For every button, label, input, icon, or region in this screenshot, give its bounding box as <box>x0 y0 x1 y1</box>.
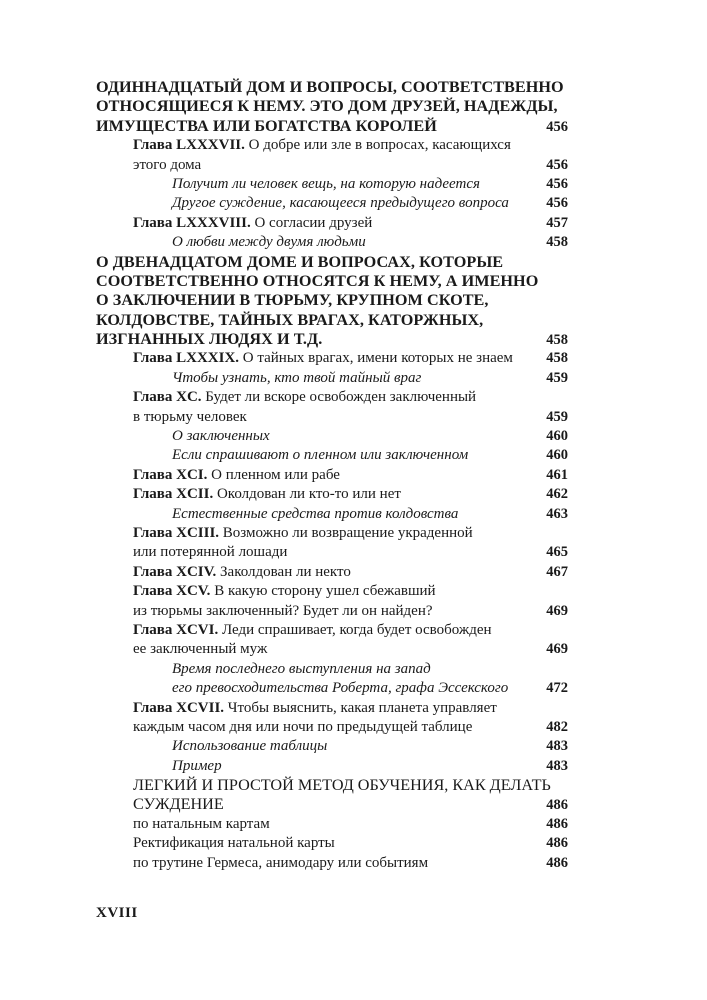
toc-entry-text: ЛЕГКИЙ И ПРОСТОЙ МЕТОД ОБУЧЕНИЯ, КАК ДЕЛАТЬ <box>133 776 551 795</box>
toc-entry-text: КОЛДОВСТВЕ, ТАЙНЫХ ВРАГАХ, КАТОРЖНЫХ, <box>96 310 484 329</box>
page-number: 463 <box>546 505 568 522</box>
toc-entry <box>96 679 568 698</box>
toc-entry-title <box>96 117 437 136</box>
page-number: 457 <box>546 214 568 231</box>
page-number: 469 <box>546 641 568 658</box>
page-number: 486 <box>546 835 568 852</box>
toc-entry-text: Чтобы узнать, кто твой тайный враг <box>172 369 422 386</box>
page-folio: XVIII <box>96 905 138 921</box>
toc-entry-title <box>133 640 267 659</box>
toc-entry <box>96 369 568 388</box>
page-number: 460 <box>546 428 568 445</box>
page-number: 467 <box>546 563 568 580</box>
toc-entry-title <box>133 776 551 795</box>
toc-entry <box>96 660 568 679</box>
page-number: 483 <box>546 738 568 755</box>
page-number: 458 <box>546 332 568 349</box>
chapter-label: Глава XCI. <box>133 466 208 483</box>
toc-entry <box>96 136 568 155</box>
toc-entry-text: ее заключенный муж <box>133 641 268 658</box>
page-number: 459 <box>546 408 568 425</box>
toc-entry <box>96 485 568 504</box>
toc-entry <box>96 757 568 776</box>
page-number: 483 <box>546 757 568 774</box>
toc-entry <box>96 718 568 737</box>
toc-entry-title <box>172 369 421 388</box>
toc-entry-title <box>172 427 270 446</box>
toc-entry-text: Время последнего выступления на запад <box>172 660 431 677</box>
toc-entry-title <box>96 330 322 349</box>
page-number: 462 <box>546 486 568 503</box>
toc-entry-title <box>133 388 476 407</box>
toc-entry-text: из тюрьмы заключенный? Будет ли он найден? <box>133 602 433 619</box>
toc-entry <box>96 214 568 233</box>
toc-entry-text: В какую сторону ушел сбежавший <box>210 583 436 600</box>
toc-entry-title <box>133 815 270 834</box>
toc-entry <box>96 194 568 213</box>
toc-entry-text: Леди спрашивает, когда будет освобожден <box>218 621 492 638</box>
toc-entry <box>96 795 568 814</box>
toc-entry-title <box>133 214 372 233</box>
table-of-contents <box>96 78 568 873</box>
toc-entry-text: О согласии друзей <box>250 214 373 231</box>
toc-entry-title <box>172 194 509 213</box>
toc-entry-text: его превосходительства Роберта, графа Эссекского <box>172 680 509 697</box>
toc-entry-text: Будет ли вскоре освобожден заключенный <box>201 389 477 406</box>
toc-entry-text: О заключенных <box>172 428 270 445</box>
toc-entry-text: О ЗАКЛЮЧЕНИИ В ТЮРЬМУ, КРУПНОМ СКОТЕ, <box>96 291 489 310</box>
toc-entry-title <box>133 466 340 485</box>
toc-entry-title <box>133 718 472 737</box>
toc-entry <box>96 834 568 853</box>
toc-entry-title <box>96 291 489 310</box>
toc-entry <box>96 582 568 601</box>
toc-entry <box>96 640 568 659</box>
toc-entry-text: Пример <box>172 757 222 774</box>
toc-entry-title <box>133 156 201 175</box>
toc-entry-title <box>172 505 458 524</box>
toc-entry <box>96 253 568 272</box>
toc-entry <box>96 543 568 562</box>
toc-entry-text: Если спрашивают о пленном или заключенном <box>172 447 469 464</box>
page-number: 458 <box>546 234 568 251</box>
page-number: 456 <box>546 175 568 192</box>
toc-entry <box>96 854 568 873</box>
toc-entry <box>96 388 568 407</box>
page-number: 482 <box>546 718 568 735</box>
toc-entry <box>96 330 568 349</box>
toc-entry-text: каждым часом дня или ночи по предыдущей таблице <box>133 718 473 735</box>
toc-entry-title <box>172 233 366 252</box>
toc-entry-title <box>133 602 433 621</box>
toc-entry-text: О тайных врагах, имени которых не знаем <box>239 350 513 367</box>
chapter-label: Глава LXXXIX. <box>133 350 240 367</box>
toc-entry-text: Околдован ли кто-то или нет <box>213 486 401 503</box>
toc-entry-title <box>172 660 431 679</box>
toc-entry-text: ИМУЩЕСТВА ИЛИ БОГАТСТВА КОРОЛЕЙ <box>96 116 437 135</box>
toc-entry-text: СУЖДЕНИЕ <box>133 795 224 814</box>
page-number: 456 <box>546 118 568 135</box>
page-number: 486 <box>546 854 568 871</box>
toc-entry <box>96 699 568 718</box>
page-number: 456 <box>546 195 568 212</box>
chapter-label: Глава XC. <box>133 389 202 406</box>
page-number: 469 <box>546 602 568 619</box>
page-number: 486 <box>546 797 568 814</box>
toc-entry-title <box>133 524 473 543</box>
toc-entry <box>96 291 568 310</box>
toc-entry-title <box>133 582 436 601</box>
toc-entry-title <box>172 737 327 756</box>
chapter-label: Глава XCIV. <box>133 563 217 580</box>
toc-entry-text: Другое суждение, касающееся предыдущего вопроса <box>172 195 509 212</box>
toc-entry-title <box>133 854 428 873</box>
chapter-label: Глава LXXXVII. <box>133 137 245 154</box>
toc-entry <box>96 156 568 175</box>
toc-entry-text: ОТНОСЯЩИЕСЯ К НЕМУ. ЭТО ДОМ ДРУЗЕЙ, НАДЕЖДЫ, <box>96 97 558 116</box>
chapter-label: Глава XCII. <box>133 486 214 503</box>
toc-entry-text: О любви между двумя людьми <box>172 234 366 251</box>
toc-entry <box>96 175 568 194</box>
toc-entry-title <box>172 446 468 465</box>
toc-entry <box>96 466 568 485</box>
toc-entry <box>96 311 568 330</box>
toc-entry-title <box>133 621 492 640</box>
toc-entry <box>96 97 568 116</box>
toc-entry-text: Естественные средства против колдовства <box>172 505 459 522</box>
toc-entry-text: Получит ли человек вещь, на которую надеется <box>172 175 480 192</box>
toc-entry <box>96 117 568 136</box>
toc-entry-title <box>133 699 497 718</box>
page-number: 458 <box>546 350 568 367</box>
toc-entry-title <box>96 311 483 330</box>
toc-entry-title <box>172 757 222 776</box>
toc-entry <box>96 602 568 621</box>
toc-entry-title <box>133 485 401 504</box>
toc-entry-title <box>96 253 503 272</box>
toc-entry-title <box>172 175 480 194</box>
toc-entry-title <box>133 349 513 368</box>
toc-entry-text: в тюрьму человек <box>133 408 247 425</box>
toc-entry <box>96 737 568 756</box>
chapter-label: Глава XCVII. <box>133 699 225 716</box>
toc-entry-text: по натальным картам <box>133 815 270 832</box>
toc-entry-text: Ректификация натальной карты <box>133 835 335 852</box>
page-number: 460 <box>546 447 568 464</box>
toc-entry-title <box>133 543 287 562</box>
toc-entry-text: Заколдован ли некто <box>216 563 351 580</box>
toc-entry-title <box>133 795 224 814</box>
toc-entry-text: по трутине Гермеса, анимодару или событиям <box>133 854 429 871</box>
toc-entry-title <box>172 679 508 698</box>
toc-entry <box>96 233 568 252</box>
page-number: 461 <box>546 466 568 483</box>
toc-entry-title <box>133 408 247 427</box>
toc-entry-text: О пленном или рабе <box>207 466 340 483</box>
page-number: 486 <box>546 815 568 832</box>
toc-entry-text: О добре или зле в вопросах, касающихся <box>244 137 511 154</box>
toc-entry <box>96 505 568 524</box>
page-number: 456 <box>546 156 568 173</box>
toc-entry <box>96 563 568 582</box>
chapter-label: Глава XCVI. <box>133 621 219 638</box>
toc-entry <box>96 78 568 97</box>
toc-entry <box>96 621 568 640</box>
toc-entry-title <box>133 834 335 853</box>
toc-entry-text: ИЗГНАННЫХ ЛЮДЯХ И Т.Д. <box>96 330 323 349</box>
chapter-label: Глава LXXXVIII. <box>133 214 251 231</box>
toc-entry-text: этого дома <box>133 156 202 173</box>
toc-entry-text: О ДВЕНАДЦАТОМ ДОМЕ И ВОПРОСАХ, КОТОРЫЕ <box>96 252 504 271</box>
toc-entry-text: ОДИННАДЦАТЫЙ ДОМ И ВОПРОСЫ, СООТВЕТСТВЕННО <box>96 78 564 96</box>
toc-entry-text: Возможно ли возвращение украденной <box>219 524 473 541</box>
toc-entry <box>96 272 568 291</box>
toc-entry-title <box>96 272 538 291</box>
toc-entry-title <box>96 97 558 116</box>
toc-entry <box>96 524 568 543</box>
toc-entry-text: или потерянной лошади <box>133 544 288 561</box>
toc-entry <box>96 776 568 795</box>
toc-entry <box>96 446 568 465</box>
toc-entry <box>96 408 568 427</box>
chapter-label: Глава XCIII. <box>133 524 220 541</box>
page-number: 459 <box>546 369 568 386</box>
toc-entry-title <box>96 78 564 97</box>
page-number: 465 <box>546 544 568 561</box>
toc-entry-title <box>133 563 351 582</box>
toc-entry-text: СООТВЕТСТВЕННО ОТНОСЯТСЯ К НЕМУ, А ИМЕННО <box>96 271 539 290</box>
toc-entry-title <box>133 136 511 155</box>
toc-entry <box>96 349 568 368</box>
toc-entry-text: Чтобы выяснить, какая планета управляет <box>224 699 497 716</box>
toc-entry <box>96 815 568 834</box>
toc-entry-text: Использование таблицы <box>172 738 328 755</box>
page-number: 472 <box>546 680 568 697</box>
toc-entry <box>96 427 568 446</box>
chapter-label: Глава XCV. <box>133 583 211 600</box>
